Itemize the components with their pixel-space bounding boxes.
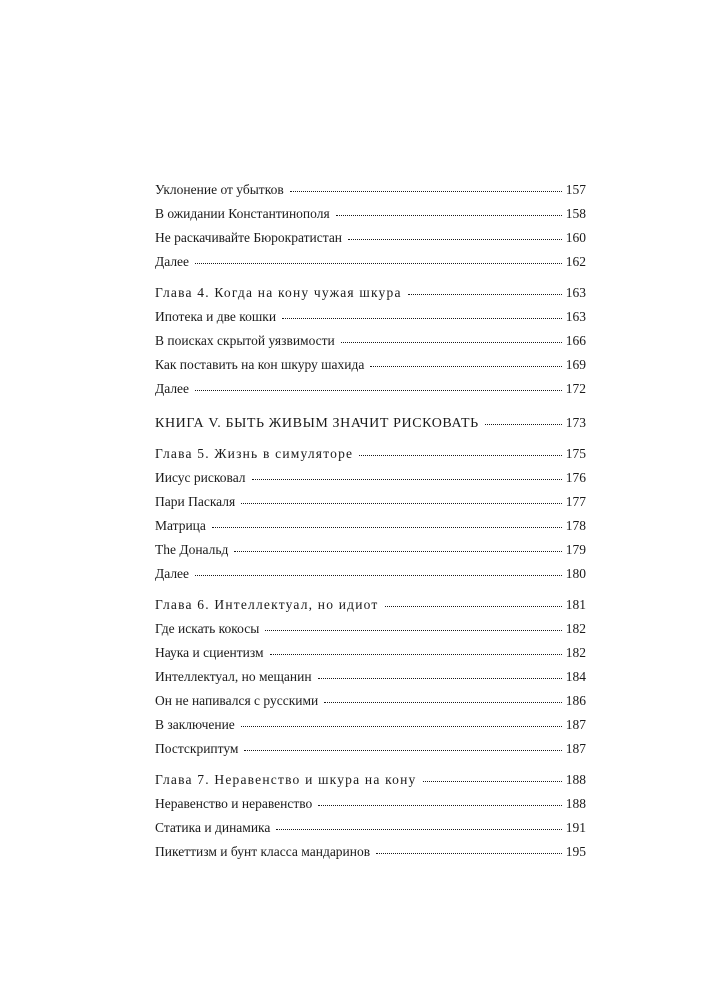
entry-page: 179 [565,542,586,557]
toc-entry[interactable] [155,514,586,538]
chapter-heading[interactable] [155,442,586,466]
entry-title: Он не напивался с русскими [155,693,319,708]
toc-entry[interactable] [155,466,586,490]
entry-title: В ожидании Константинополя [155,206,330,221]
dot-leader [485,424,562,425]
toc-entry[interactable] [155,226,586,250]
chapter-heading[interactable] [155,768,586,792]
dot-leader [370,366,561,367]
entry-page: 184 [565,669,586,684]
toc-entry[interactable] [155,840,586,864]
entry-title: Ипотека и две кошки [155,309,277,324]
entry-page: 186 [565,693,586,708]
entry-page: 195 [565,844,586,859]
book-page: 173 [565,415,586,430]
dot-leader [244,750,561,751]
dot-leader [423,781,562,782]
chapter-heading[interactable] [155,281,586,305]
chapter-page: 188 [565,772,586,787]
dot-leader [318,805,561,806]
dot-leader [385,606,562,607]
dot-leader [212,527,562,528]
dot-leader [241,503,562,504]
dot-leader [324,702,561,703]
entry-title: Статика и динамика [155,820,271,835]
entry-title: Уклонение от убытков [155,182,284,197]
entry-page: 158 [565,206,586,221]
dot-leader [265,630,561,631]
entry-page: 182 [565,621,586,636]
entry-title: Не раскачивайте Бюрократистан [155,230,343,245]
chapter-heading[interactable] [155,593,586,617]
entry-page: 157 [565,182,586,197]
toc-entry[interactable] [155,689,586,713]
entry-title: Где искать кокосы [155,621,260,636]
dot-leader [408,294,562,295]
toc-entry[interactable] [155,538,586,562]
chapter-title: Глава 7. Неравенство и шкура на кону [155,772,417,787]
dot-leader [348,239,562,240]
dot-leader [341,342,562,343]
entry-page: 188 [565,796,586,811]
chapter-page: 163 [565,285,586,300]
dot-leader [241,726,562,727]
entry-title: В поисках скрытой уязвимости [155,333,335,348]
toc-entry[interactable] [155,250,586,274]
dot-leader [336,215,562,216]
toc-entry[interactable] [155,617,586,641]
entry-page: 180 [565,566,586,581]
entry-page: 178 [565,518,586,533]
dot-leader [195,390,562,391]
toc-entry[interactable] [155,490,586,514]
dot-leader [376,853,562,854]
toc-entry[interactable] [155,713,586,737]
entry-page: 166 [565,333,586,348]
toc-entry[interactable] [155,737,586,761]
dot-leader [359,455,562,456]
dot-leader [234,551,561,552]
dot-leader [282,318,562,319]
entry-page: 172 [565,381,586,396]
toc-entry[interactable] [155,792,586,816]
table-of-contents [155,178,586,864]
entry-page: 162 [565,254,586,269]
toc-entry[interactable] [155,202,586,226]
chapter-title: Глава 6. Интеллектуал, но идиот [155,597,379,612]
chapter-title: Глава 4. Когда на кону чужая шкура [155,285,402,300]
entry-page: 160 [565,230,586,245]
book-title: КНИГА V. БЫТЬ ЖИВЫМ ЗНАЧИТ РИСКОВАТЬ [155,416,479,431]
chapter-title: Глава 5. Жизнь в симуляторе [155,446,354,461]
entry-page: 187 [565,741,586,756]
book-heading[interactable] [155,411,586,435]
toc-entry[interactable] [155,665,586,689]
entry-title: Пари Паскаля [155,494,236,509]
toc-entry[interactable] [155,562,586,586]
chapter-page: 181 [565,597,586,612]
entry-title: Далее [155,566,190,581]
entry-title: Далее [155,381,190,396]
entry-page: 163 [565,309,586,324]
toc-entry[interactable] [155,353,586,377]
entry-title: Далее [155,254,190,269]
entry-title: В заключение [155,717,235,732]
toc-entry[interactable] [155,816,586,840]
entry-page: 191 [565,820,586,835]
dot-leader [318,678,562,679]
toc-entry[interactable] [155,305,586,329]
entry-title: Наука и сциентизм [155,645,264,660]
entry-title: Иисус рисковал [155,470,246,485]
toc-entry[interactable] [155,178,586,202]
chapter-page: 175 [565,446,586,461]
toc-entry[interactable] [155,329,586,353]
entry-title: Интеллектуал, но мещанин [155,669,312,684]
dot-leader [195,263,562,264]
entry-page: 177 [565,494,586,509]
entry-title: Постскриптум [155,741,239,756]
entry-title: The Дональд [155,542,229,557]
dot-leader [270,654,562,655]
dot-leader [195,575,562,576]
dot-leader [290,191,562,192]
entry-title: Матрица [155,518,206,533]
entry-title: Как поставить на кон шкуру шахида [155,357,365,372]
entry-page: 176 [565,470,586,485]
toc-entry[interactable] [155,377,586,401]
dot-leader [252,479,562,480]
dot-leader [276,829,561,830]
entry-page: 182 [565,645,586,660]
toc-entry[interactable] [155,641,586,665]
entry-page: 187 [565,717,586,732]
entry-title: Неравенство и неравенство [155,796,313,811]
entry-title: Пикеттизм и бунт класса мандаринов [155,844,371,859]
entry-page: 169 [565,357,586,372]
